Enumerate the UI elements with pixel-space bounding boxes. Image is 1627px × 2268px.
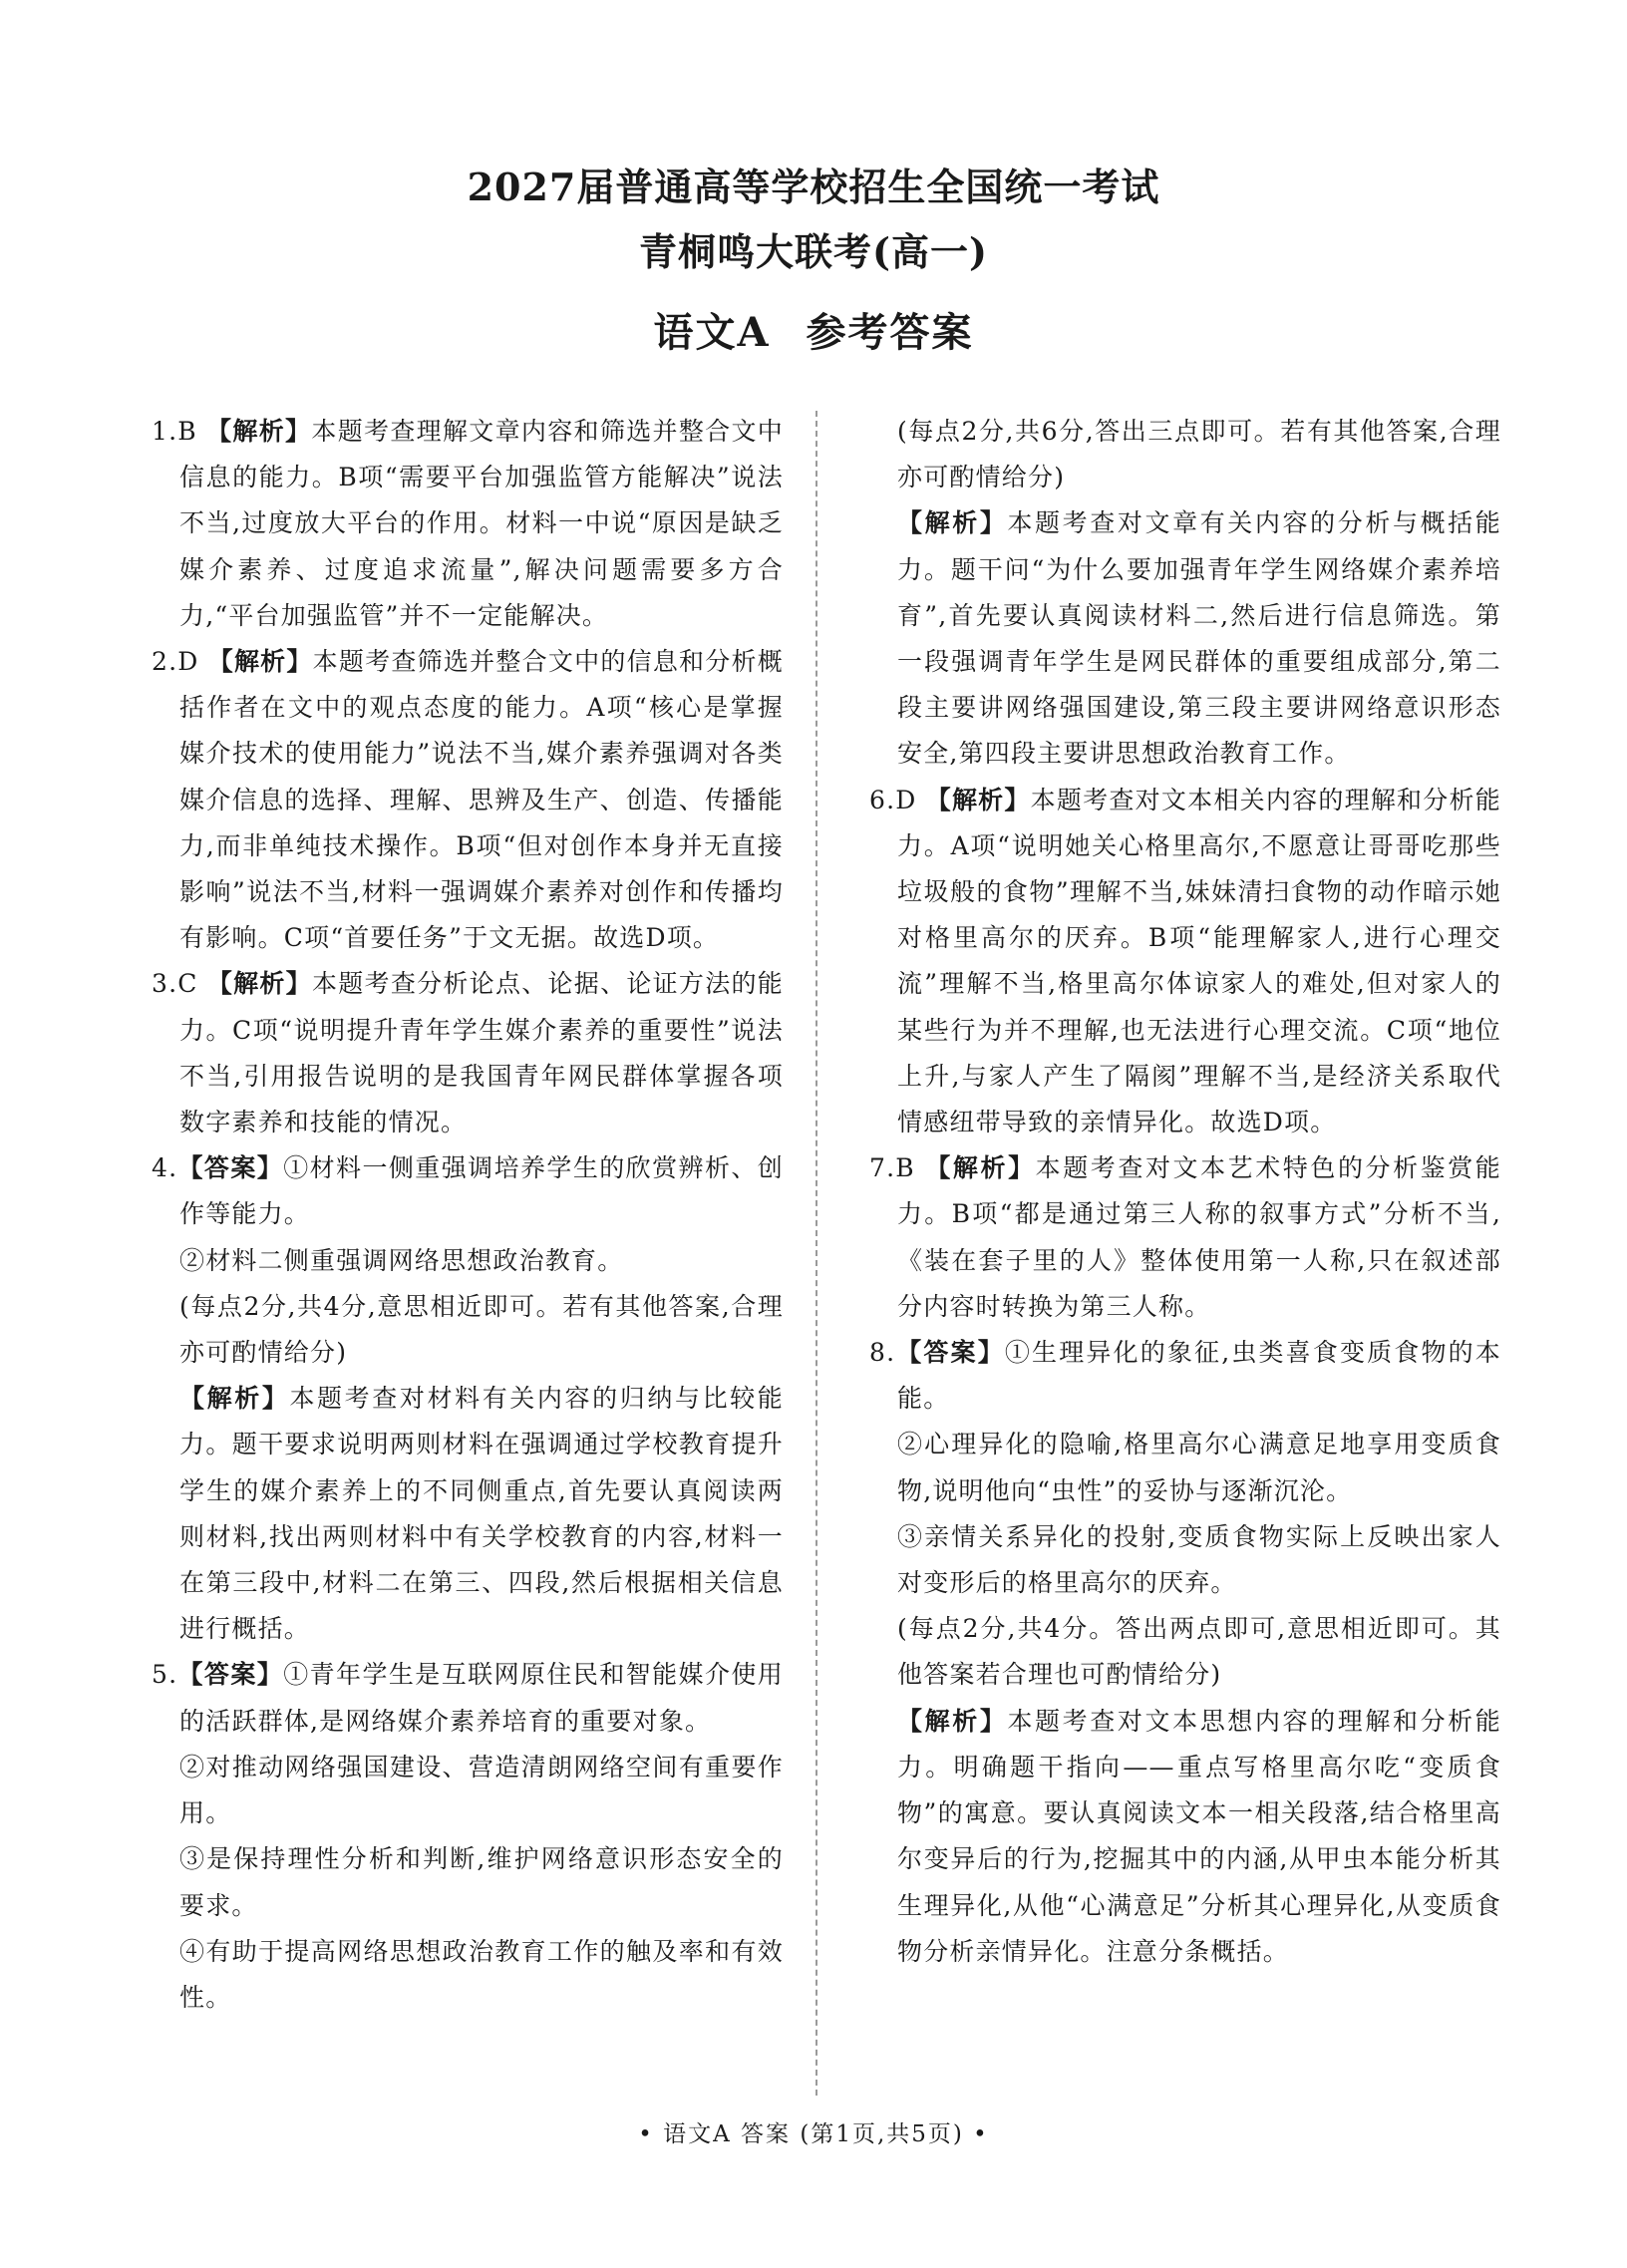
exam-title: 2027届普通高等学校招生全国统一考试 xyxy=(467,164,1160,209)
item-number: 1.B xyxy=(152,417,197,446)
analysis-tag: 【解析】 xyxy=(925,1153,1036,1183)
score-note: (每点2分,共4分。答出两点即可,意思相近即可。其他答案若合理也可酌情给分) xyxy=(897,1614,1501,1690)
right-column xyxy=(869,409,1501,1975)
analysis-tag: 【解析】 xyxy=(897,1706,1008,1736)
item-number: 2.D xyxy=(152,647,199,677)
item-text: 本题考查筛选并整合文中的信息和分析概括作者在文中的观点态度的能力。A项“核心是掌握媒介技术的使用能力”说法不当,媒介素养强调对各类媒介信息的选择、理解、思辨及生产、创造、传播能力,而非单纯技术操作。B项“但对创作本身并无直接影响”说法不当,材料一强调媒介素养对创作和传播均有影响。C项“首要任务”于文无据。故选D项。 xyxy=(179,647,784,953)
item-number: 4. xyxy=(152,1153,178,1183)
left-column xyxy=(152,409,784,2021)
analysis-tag: 【解析】 xyxy=(925,785,1031,814)
analysis-text: 本题考查对材料有关内容的归纳与比较能力。题干要求说明两则材料在强调通过学校教育提升学生的媒介素养上的不同侧重点,首先要认真阅读两则材料,找出两则材料中有关学校教育的内容,材料一在第三段中,材料二在第三、四段,然后根据相关信息进行概括。 xyxy=(179,1384,784,1644)
answer-item-6 xyxy=(869,778,1501,1146)
subject-label: 语文A xyxy=(653,309,771,356)
analysis-tag: 【解析】 xyxy=(206,969,312,999)
analysis-tag: 【解析】 xyxy=(897,508,1008,538)
answer-point: ②材料二侧重强调网络思想政治教育。 xyxy=(179,1245,624,1275)
answer-item-3 xyxy=(152,961,784,1145)
item-text: 本题考查对文本相关内容的理解和分析能力。A项“说明她关心格里高尔,不愿意让哥哥吃那些垃圾般的食物”理解不当,妹妹清扫食物的动作暗示她对格里高尔的厌弃。B项“能理解家人,进行心理交流”理解不当,格里高尔体谅家人的难处,但对家人的某些行为并不理解,也无法进行心理交流。C项“地位上升,与家人产生了隔阂”理解不当,是经济关系取代情感纽带导致的亲情异化。故选D项。 xyxy=(897,785,1501,1137)
item-text: 本题考查分析论点、论据、论证方法的能力。C项“说明提升青年学生媒介素养的重要性”说法不当,引用报告说明的是我国青年网民群体掌握各项数字素养和技能的情况。 xyxy=(179,969,784,1137)
analysis-text: 本题考查对文章有关内容的分析与概括能力。题干问“为什么要加强青年学生网络媒介素养培育”,首先要认真阅读材料二,然后进行信息筛选。第一段强调青年学生是网民群体的重要组成部分,第二段主要讲网络强国建设,第三段主要讲网络意识形态安全,第四段主要讲思想政治教育工作。 xyxy=(897,508,1501,769)
score-note: (每点2分,共4分,意思相近即可。若有其他答案,合理亦可酌情给分) xyxy=(179,1291,784,1368)
answer-item-5 xyxy=(152,1652,784,1744)
analysis-text: 本题考查对文本思想内容的理解和分析能力。明确题干指向——重点写格里高尔吃“变质食物”的寓意。要认真阅读文本一相关段落,结合格里高尔变异后的行为,挖掘其中的内涵,从甲虫本能分析其生理异化,从他“心满意足”分析其心理异化,从变质食物分析亲情异化。注意分条概括。 xyxy=(897,1706,1501,1966)
analysis-block xyxy=(152,1376,784,1652)
page-footer: • 语文A 答案 (第1页,共5页) • xyxy=(638,2121,989,2147)
column-divider xyxy=(815,411,817,2096)
item-text: 本题考查对文本艺术特色的分析鉴赏能力。B项“都是通过第三人称的叙事方式”分析不当,《装在套子里的人》整体使用第一人称,只在叙述部分内容时转换为第三人称。 xyxy=(897,1153,1501,1321)
item-number: 7.B xyxy=(869,1153,915,1183)
analysis-tag: 【解析】 xyxy=(179,1384,290,1414)
answer-point: ②心理异化的隐喻,格里高尔心满意足地享用变质食物,说明他向“虫性”的妥协与逐渐沉沦。 xyxy=(897,1430,1501,1505)
answer-point: ①生理异化的象征,虫类喜食变质食物的本能。 xyxy=(897,1338,1501,1414)
answer-item-4 xyxy=(152,1145,784,1237)
answer-tag: 【答案】 xyxy=(177,1660,284,1690)
answer-point: ③是保持理性分析和判断,维护网络意识形态安全的要求。 xyxy=(179,1844,784,1920)
doc-title xyxy=(0,303,1627,363)
answer-item-7 xyxy=(869,1145,1501,1330)
exam-subtitle: 青桐鸣大联考(高一) xyxy=(639,229,988,274)
analysis-tag: 【解析】 xyxy=(206,417,312,446)
item-number: 5. xyxy=(152,1660,178,1690)
item-number: 3.C xyxy=(152,969,198,999)
answer-tag: 【答案】 xyxy=(177,1153,284,1183)
analysis-tag: 【解析】 xyxy=(207,647,313,677)
item-text: 本题考查理解文章内容和筛选并整合文中信息的能力。B项“需要平台加强监管方能解决”说法不当,过度放大平台的作用。材料一中说“原因是缺乏媒介素养、过度追求流量”,解决问题需要多方合力,“平台加强监管”并不一定能解决。 xyxy=(179,417,784,630)
answer-tag: 【答案】 xyxy=(895,1338,1005,1368)
answer-point: ④有助于提高网络思想政治教育工作的触及率和有效性。 xyxy=(179,1936,784,2012)
answer-point: ②对推动网络强国建设、营造清朗网络空间有重要作用。 xyxy=(179,1752,784,1828)
item-number: 8. xyxy=(869,1338,896,1368)
page-header xyxy=(0,160,1627,363)
answer-item-8 xyxy=(869,1330,1501,1422)
doc-type-label: 参考答案 xyxy=(806,309,974,356)
answer-point: ①青年学生是互联网原住民和智能媒介使用的活跃群体,是网络媒介素养培育的重要对象。 xyxy=(179,1660,784,1736)
item-number: 6.D xyxy=(869,785,917,814)
answer-point: ①材料一侧重强调培养学生的欣赏辨析、创作等能力。 xyxy=(179,1153,784,1229)
score-note: (每点2分,共6分,答出三点即可。若有其他答案,合理亦可酌情给分) xyxy=(897,417,1501,492)
answer-item-2 xyxy=(152,639,784,961)
analysis-block xyxy=(869,1699,1501,1975)
analysis-block xyxy=(869,500,1501,777)
answer-point: ③亲情关系异化的投射,变质食物实际上反映出家人对变形后的格里高尔的厌弃。 xyxy=(897,1521,1501,1598)
answer-item-1 xyxy=(152,409,784,639)
